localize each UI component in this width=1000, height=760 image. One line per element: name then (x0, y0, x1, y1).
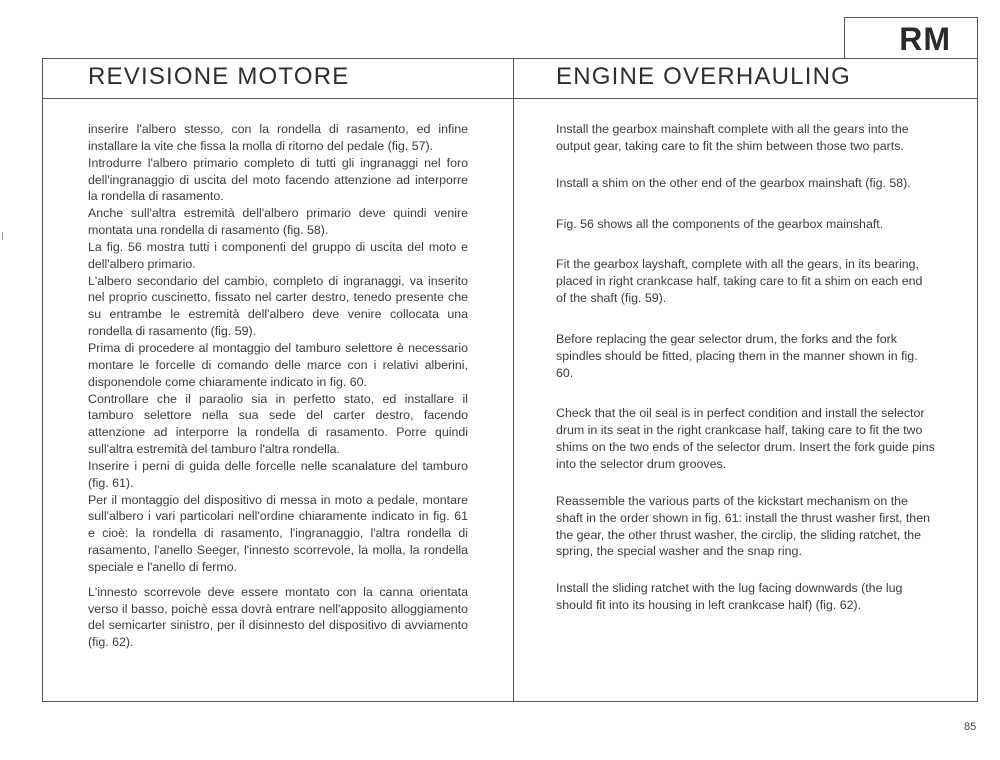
english-column (556, 121, 936, 634)
english-paragraph: Install the sliding ratchet with the lug facing downwards (the lug should fit into its housing in left crankcase half) (fig. 62). (556, 581, 903, 613)
italian-paragraph: inserire l'albero stesso, con la rondella di rasamento, ed infine installare la vite che fissa la molla di ritorno del pedale (fig. 57). (88, 122, 468, 153)
italian-paragraph: Anche sull'altra estremità dell'albero primario deve quindi venire montata una rondella di rasamento (fig. 58). (88, 206, 468, 238)
section-tab-label: RM (899, 21, 951, 57)
scan-edge-mark (2, 232, 3, 240)
english-paragraph: Fig. 56 shows all the components of the gearbox mainshaft. (556, 216, 884, 231)
english-paragraph: Fit the gearbox layshaft, complete with all the gears, in its bearing, placed in right crankcase half, taking care to fit a shim on each end of the shaft (fig. 59). (556, 257, 923, 306)
italian-paragraph: Prima di procedere al montaggio del tamburo selettore è necessario montare le forcelle di comando delle marce con i relativi alberini, disponendole come chiaramente indicato in fig. 60. (88, 340, 468, 389)
section-tab (844, 17, 978, 59)
english-paragraph: Install a shim on the other end of the gearbox mainshaft (fig. 58). (556, 175, 911, 190)
italian-paragraph: Controllare che il paraolio sia in perfetto stato, ed installare il tamburo selettore nella sua sede del carter destro, facendo attenzione ad interporre la rondella di rasamento. Porre quindi sull'altra estremità del tamburo l'altra rondella. (88, 391, 468, 457)
italian-paragraph: Inserire i perni di guida delle forcelle nelle scanalature del tamburo (fig. 61). (88, 458, 468, 490)
italian-paragraph: La fig. 56 mostra tutti i componenti del gruppo di uscita del moto e dell'albero primario. (88, 239, 468, 271)
italian-paragraph: L'albero secondario del cambio, completo di ingranaggi, va inserito nel proprio cuscinetto, fissato nel carter destro, tenedo presente che su entrambe le estremità dell'albero deve venire collocata una rondella di rasamento (fig. 59). (88, 273, 468, 339)
italian-column (88, 121, 468, 651)
english-paragraph: Check that the oil seal is in perfect condition and install the selector drum in its seat in the right crankcase half, taking care to fit the two shims on the two ends of the selector drum. Insert the fork guide pins into the selector drum grooves. (556, 406, 935, 471)
english-paragraph: Before replacing the gear selector drum, the forks and the fork spindles should be fitted, placing them in the manner shown in fig. 60. (556, 331, 918, 380)
italian-paragraph: Per il montaggio del dispositivo di messa in moto a pedale, montare sull'albero i vari particolari nell'ordine chiaramente indicato in fig. 61 e cioè: la rondella di rasamento, l'ingranaggio, l'altra rondella di rasamento, l'anello Seeger, l'innesto scorrevole, la molla, la rondella speciale e l'anello di fermo. (88, 492, 468, 574)
english-paragraph: Reassemble the various parts of the kickstart mechanism on the shaft in the order shown in fig. 61: install the thrust washer first, then the gear, the other thrust washer, the circlip, the sliding ratchet, the spring, the special washer and the snap ring. (556, 493, 930, 559)
english-heading: ENGINE OVERHAULING (556, 63, 851, 90)
column-divider (513, 58, 514, 702)
heading-rule (42, 98, 978, 99)
italian-paragraph: Introdurre l'albero primario completo di tutti gli ingranaggi nel foro dell'ingranaggio di uscita del moto facendo attenzione ad interporre la rondella di rasamento. (88, 155, 468, 204)
page-number: 85 (964, 721, 977, 733)
italian-paragraph: L'innesto scorrevole deve essere montato con la canna orientata verso il basso, poichè essa dovrà entrare nell'apposito alloggiamento del semicarter sinistro, per il disinnesto del dispositivo di avviamento (fig. 62). (88, 584, 468, 650)
italian-heading: REVISIONE MOTORE (88, 63, 350, 90)
english-paragraph: Install the gearbox mainshaft complete with all the gears into the output gear, taking care to fit the shim between those two parts. (556, 122, 909, 153)
